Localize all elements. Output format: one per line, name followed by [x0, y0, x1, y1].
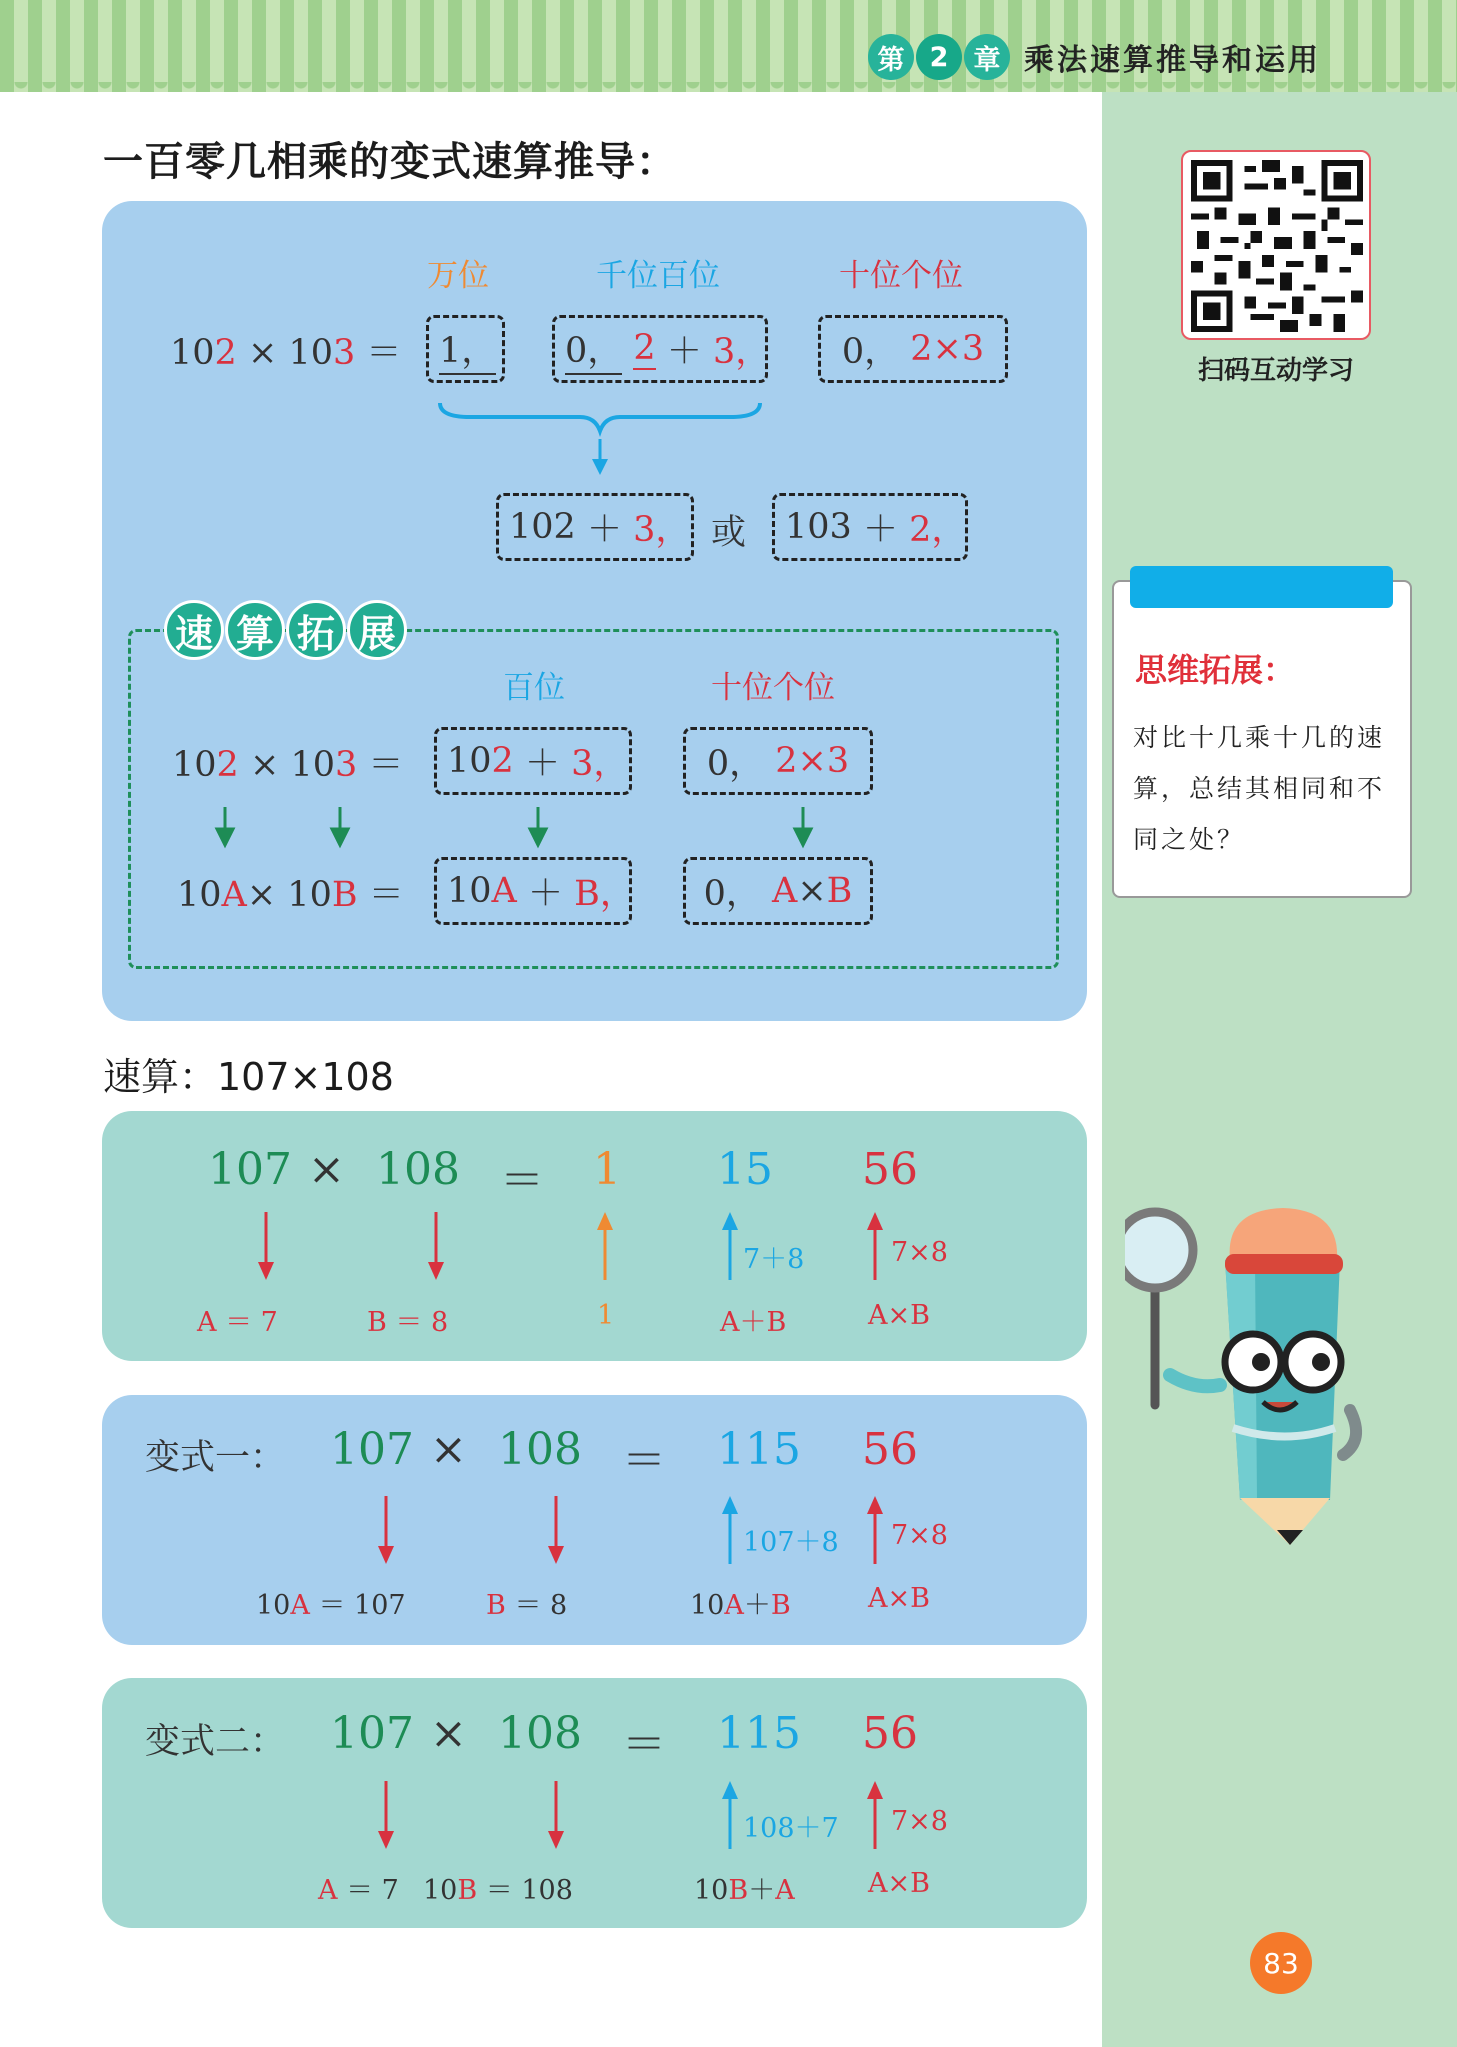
v2-eq: ＝: [622, 1719, 666, 1770]
chapter-prefix: 第: [868, 34, 914, 80]
ex1-note-r3: 7×8: [891, 1237, 948, 1268]
v2-title: 变式二：: [145, 1722, 286, 1762]
thinking-card-tab: [1130, 566, 1393, 608]
v1-b: 108: [498, 1424, 582, 1475]
v1-label-r2: A×B: [868, 1583, 930, 1614]
v1-title: 变式一：: [145, 1438, 286, 1478]
v1-times: ×: [430, 1424, 467, 1475]
v1-label-r1: 10A＋B: [690, 1590, 791, 1621]
pencil-mascot-icon: [1125, 1200, 1375, 1550]
v2-label-b: 10B ＝ 108: [423, 1875, 573, 1906]
alt-box-1: 102 ＋ 3，: [496, 493, 694, 561]
chapter-title: 乘法速算推导和运用: [1024, 43, 1321, 78]
ex1-a: 107: [208, 1144, 292, 1195]
ex1-b: 108: [376, 1144, 460, 1195]
or-text: 或: [711, 513, 747, 553]
derivation-box-qianbai: 0， 2 ＋ 3，: [552, 315, 768, 383]
qr-code-icon[interactable]: [1181, 150, 1371, 340]
ex1-times: ×: [308, 1144, 345, 1195]
extension-badge: 速 算 拓 展: [164, 600, 408, 660]
v2-label-r2: A×B: [868, 1868, 930, 1899]
derivation-box-shige: 0， 2×3: [818, 315, 1008, 383]
ex1-label-r2: A＋B: [720, 1307, 787, 1338]
ext-row2-lhs: 10A× 10B ＝: [177, 875, 404, 915]
v2-note-r1: 108＋7: [743, 1813, 839, 1844]
chapter-number: 2: [916, 34, 962, 80]
qr-label: 扫码互动学习: [1197, 356, 1354, 386]
label-qianbai: 千位百位: [596, 258, 720, 294]
ext-row1-box1: 10 2 ＋ 3，: [434, 727, 632, 795]
v1-a: 107: [330, 1424, 414, 1475]
v2-times: ×: [430, 1708, 467, 1759]
ext-row2-box1: 10 A ＋ B，: [434, 857, 632, 925]
derivation-lhs: 102 × 103 ＝: [170, 333, 402, 373]
ex1-r3: 56: [862, 1144, 918, 1195]
v1-note-r2: 7×8: [891, 1520, 948, 1551]
page-heading: 一百零几相乘的变式速算推导：: [103, 139, 677, 185]
ext-row1-lhs: 102 × 103 ＝: [172, 745, 404, 785]
thinking-card-body: 对比十几乘十几的速算，总结其相同和不同之处？: [1133, 723, 1386, 854]
v2-label-r1: 10B＋A: [694, 1875, 795, 1906]
ex1-eq: ＝: [500, 1155, 544, 1206]
page-number: 83: [1250, 1932, 1312, 1994]
v1-label-b: B ＝ 8: [486, 1590, 568, 1621]
v1-note-r1: 107＋8: [743, 1527, 839, 1558]
ext-down-arrows-icon: [210, 805, 830, 850]
chapter-header: [868, 33, 1321, 81]
ex1-note-r2: 7＋8: [743, 1244, 805, 1275]
ex1-label-r1: 1: [597, 1300, 615, 1331]
thinking-card-title: 思维拓展：: [1135, 651, 1296, 689]
v1-eq: ＝: [622, 1435, 666, 1486]
v2-b: 108: [498, 1708, 582, 1759]
ex1-label-b: B ＝ 8: [367, 1307, 449, 1338]
v2-r2: 56: [862, 1708, 918, 1759]
ext-label-bai: 百位: [503, 670, 565, 706]
v2-note-r2: 7×8: [891, 1806, 948, 1837]
v1-r2: 56: [862, 1424, 918, 1475]
v1-label-a: 10A ＝ 107: [256, 1590, 406, 1621]
v2-r1: 115: [717, 1708, 801, 1759]
ext-row2-box2: 0， A × B: [683, 857, 873, 925]
ex1-r2: 15: [717, 1144, 773, 1195]
label-wan: 万位: [427, 258, 489, 294]
ex1-label-r3: A×B: [868, 1300, 930, 1331]
alt-box-2: 103 ＋ 2，: [772, 493, 968, 561]
brace-arrow-icon: [430, 395, 770, 480]
ext-label-shige: 十位个位: [711, 670, 835, 706]
ex1-label-a: A ＝ 7: [197, 1307, 278, 1338]
v1-r1: 115: [717, 1424, 801, 1475]
speed-heading: 速算：107×108: [103, 1055, 394, 1099]
chapter-suffix: 章: [964, 34, 1010, 80]
v2-label-a: A ＝ 7: [318, 1875, 399, 1906]
ex1-r1: 1: [593, 1144, 621, 1195]
label-shige: 十位个位: [839, 258, 963, 294]
ext-row1-box2: 0， 2×3: [683, 727, 873, 795]
derivation-box-wan: 1，: [426, 315, 505, 383]
v2-a: 107: [330, 1708, 414, 1759]
